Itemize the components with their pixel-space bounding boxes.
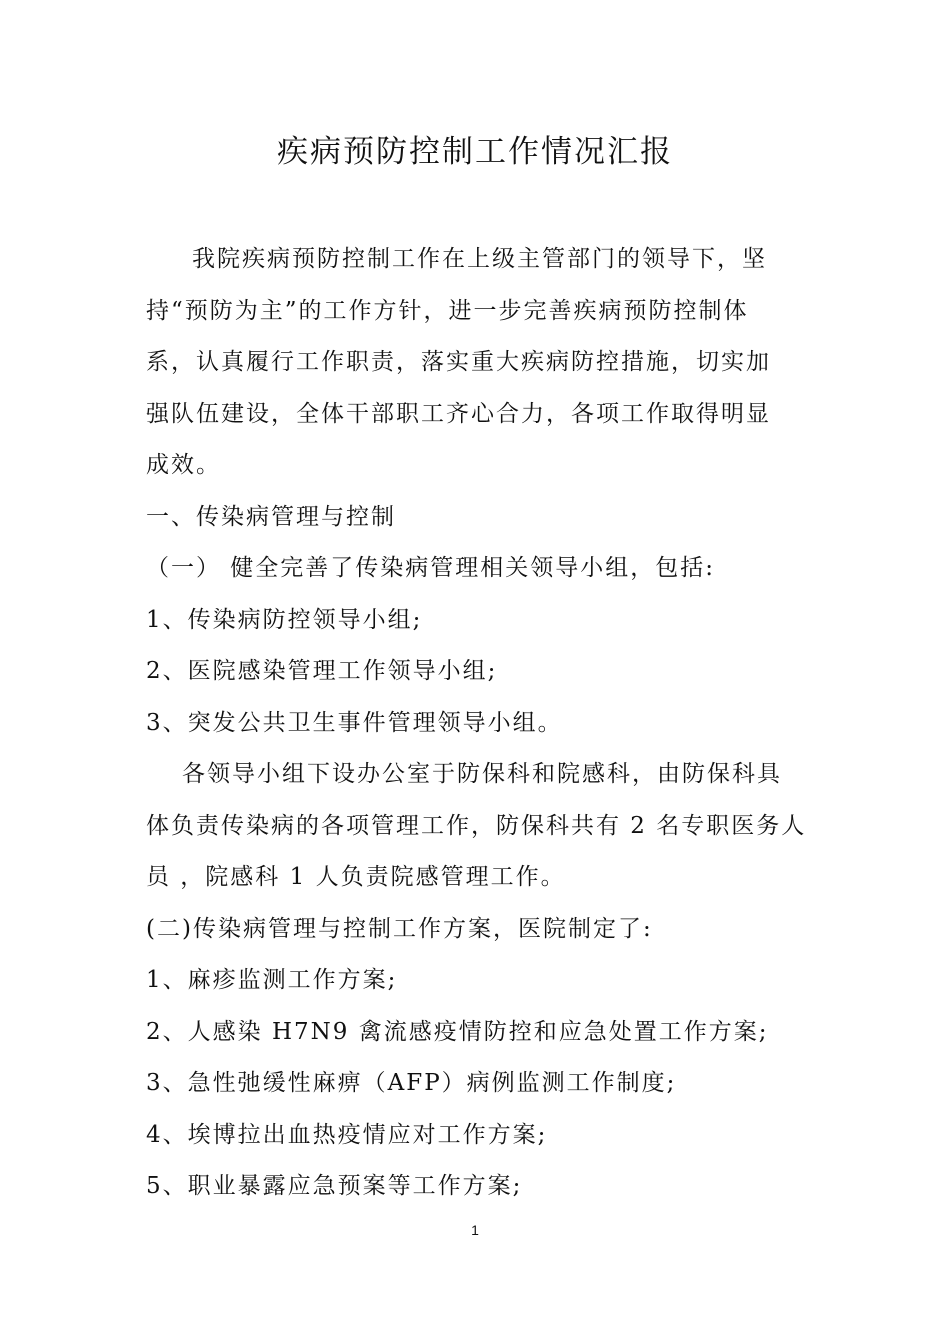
paragraph-line: 成效。 bbox=[146, 452, 221, 478]
document-title: 疾病预防控制工作情况汇报 bbox=[277, 134, 673, 170]
paragraph-line: 持“预防为主”的工作方针，进一步完善疾病预防控制体 bbox=[146, 297, 749, 324]
page-number: 1 bbox=[471, 1222, 479, 1238]
list-item: 5、职业暴露应急预案等工作方案; bbox=[146, 1173, 523, 1199]
paragraph-line: 我院疾病预防控制工作在上级主管部门的领导下，坚 bbox=[192, 246, 767, 272]
list-item: 2、医院感染管理工作领导小组; bbox=[146, 658, 498, 684]
paragraph-line: 各领导小组下设办公室于防保科和院感科，由防保科具 bbox=[182, 761, 782, 787]
paragraph-line: 强队伍建设，全体干部职工齐心合力，各项工作取得明显 bbox=[146, 400, 771, 427]
list-item: 1、麻疹监测工作方案; bbox=[146, 967, 398, 993]
paragraph-line: 体负责传染病的各项管理工作，防保科共有 2 名专职医务人 bbox=[146, 812, 807, 839]
section-heading: 一、传染病管理与控制 bbox=[146, 503, 396, 530]
list-item: 3、急性弛缓性麻痹（AFP）病例监测工作制度; bbox=[146, 1070, 677, 1096]
paragraph-line: 系，认真履行工作职责，落实重大疾病防控措施，切实加 bbox=[146, 349, 771, 375]
list-item: 4、埃博拉出血热疫情应对工作方案; bbox=[146, 1121, 548, 1148]
paragraph-line: 员 ，院感科 1 人负责院感管理工作。 bbox=[146, 864, 566, 890]
list-item: 2、人感染 H7N9 禽流感疫情防控和应急处置工作方案; bbox=[146, 1018, 769, 1045]
document-body bbox=[146, 234, 808, 1213]
list-item: 1、传染病防控领导小组; bbox=[146, 606, 423, 633]
subsection-heading: （一） 健全完善了传染病管理相关领导小组，包括: bbox=[146, 555, 716, 581]
list-item: 3、突发公共卫生事件管理领导小组。 bbox=[146, 709, 563, 736]
subsection-heading: (二)传染病管理与控制工作方案，医院制定了: bbox=[146, 915, 653, 942]
